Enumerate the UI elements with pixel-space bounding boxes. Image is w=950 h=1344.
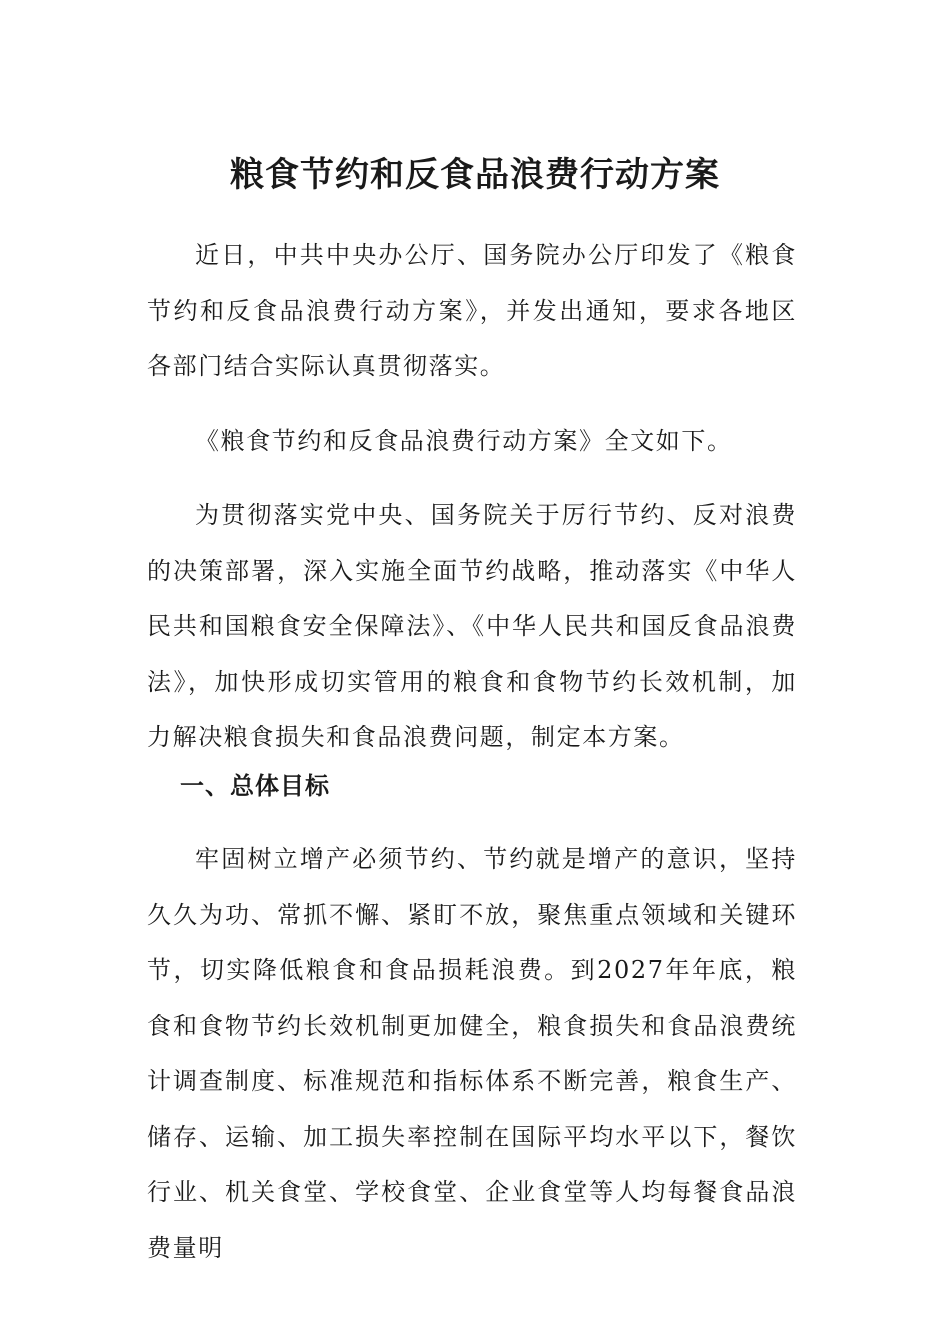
paragraph-preamble: 为贯彻落实党中央、国务院关于厉行节约、反对浪费的决策部署，深入实施全面节约战略，推动落实《中华人民共和国粮食安全保障法》、《中华人民共和国反食品浪费法》，加快形成切实管用的粮食和食物节约长效机制，加力解决粮食损失和食品浪费问题，制定本方案。 (147, 501, 797, 751)
paragraph-section1-body: 牢固树立增产必须节约、节约就是增产的意识，坚持久久为功、常抓不懈、紧盯不放，聚焦重点领域和关键环节，切实降低粮食和食品损耗浪费。到2027年年底，粮食和食物节约长效机制更加健全，粮食损失和食品浪费统计调查制度、标准规范和指标体系不断完善，粮食生产、储存、运输、加工损失率控制在国际平均水平以下，餐饮行业、机关食堂、学校食堂、企业食堂等人均每餐食品浪费量明 (147, 845, 797, 1262)
paragraph-intro: 近日，中共中央办公厅、国务院办公厅印发了《粮食节约和反食品浪费行动方案》，并发出通知，要求各地区各部门结合实际认真贯彻落实。 (147, 241, 797, 380)
document-title: 粮食节约和反食品浪费行动方案 (230, 154, 720, 195)
paragraph-fulltext-note: 《粮食节约和反食品浪费行动方案》全文如下。 (195, 427, 733, 455)
section-heading-overall-goal: 一、总体目标 (180, 772, 330, 800)
